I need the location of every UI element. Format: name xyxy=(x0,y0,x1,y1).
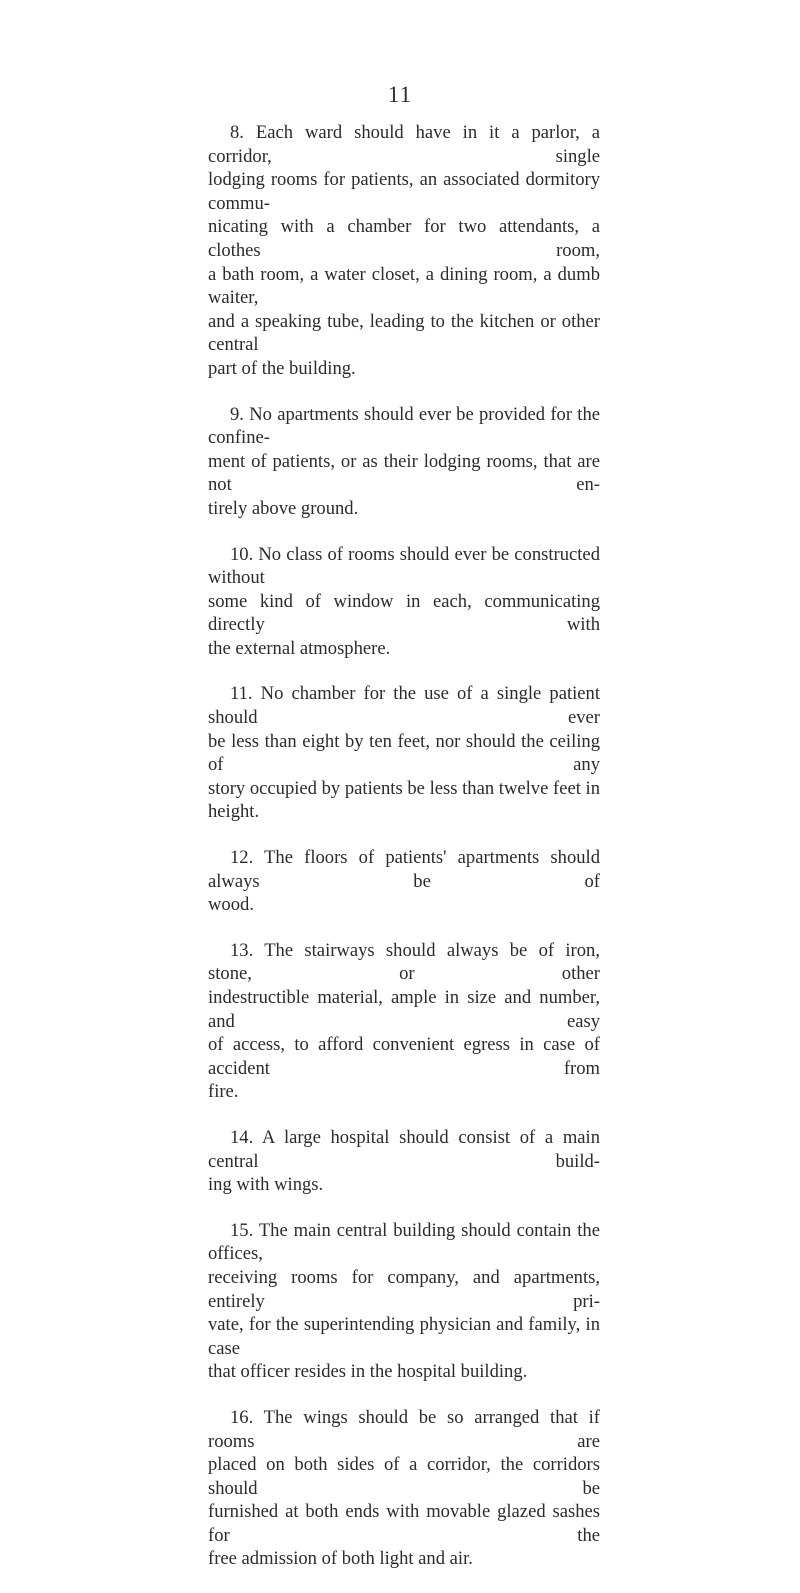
text-line: indestructible material, ample in size and number, and easy xyxy=(208,987,600,1032)
text-line: 15. The main central building should contain the offices, xyxy=(208,1219,600,1265)
text-line: tirely above ground. xyxy=(208,497,359,519)
text-line: 13. The stairways should always be of iron, stone, or other xyxy=(208,939,600,985)
text-line: 14. A large hospital should consist of a main central build- xyxy=(208,1126,600,1172)
text-line: 9. No apartments should ever be provided for the confine- xyxy=(208,403,600,449)
text-line: and a speaking tube, leading to the kitchen or other central xyxy=(208,310,600,356)
text-line: 16. The wings should be so arranged that if rooms are xyxy=(208,1406,600,1452)
text-line: the external atmosphere. xyxy=(208,637,391,659)
text-line: placed on both sides of a corridor, the corridors should be xyxy=(208,1454,600,1499)
text-line: 12. The floors of patients' apartments should always be of xyxy=(208,847,600,892)
paragraph-12 xyxy=(208,846,600,917)
text-line: a bath room, a water closet, a dining room, a dumb waiter, xyxy=(208,263,600,309)
text-line: 10. No class of rooms should ever be constructed without xyxy=(208,543,600,589)
text-line: vate, for the superintending physician and family, in case xyxy=(208,1314,600,1359)
text-line: receiving rooms for company, and apartments, entirely pri- xyxy=(208,1266,600,1312)
text-line: part of the building. xyxy=(208,357,356,379)
text-line: ment of patients, or as their lodging rooms, that are not en- xyxy=(208,450,600,496)
paragraph-13 xyxy=(208,939,600,1104)
text-line: of access, to afford convenient egress in case of accident from xyxy=(208,1034,600,1079)
text-line: some kind of window in each, communicating directly with xyxy=(208,590,600,636)
page-number: 11 xyxy=(387,82,413,107)
paragraph-8 xyxy=(208,121,600,381)
paragraph-14 xyxy=(208,1126,600,1197)
text-line: story occupied by patients be less than twelve feet in height. xyxy=(208,777,600,823)
text-line: that officer resides in the hospital building. xyxy=(208,1361,528,1383)
body-text xyxy=(208,121,600,1593)
paragraph-11 xyxy=(208,682,600,824)
text-line: nicating with a chamber for two attendants, a clothes room, xyxy=(208,216,600,261)
text-line: wood. xyxy=(208,894,254,916)
text-line: free admission of both light and air. xyxy=(208,1548,473,1570)
paragraph-10 xyxy=(208,543,600,661)
text-line: 11. No chamber for the use of a single patient should ever xyxy=(208,683,600,729)
text-line: 8. Each ward should have in it a parlor, a corridor, single xyxy=(208,122,600,167)
text-line: be less than eight by ten feet, nor should the ceiling of any xyxy=(208,730,600,776)
text-line: fire. xyxy=(208,1081,239,1103)
text-line: furnished at both ends with movable glazed sashes for the xyxy=(208,1501,600,1546)
paragraph-15 xyxy=(208,1219,600,1384)
text-line: lodging rooms for patients, an associated dormitory commu- xyxy=(208,169,600,214)
text-line: ing with wings. xyxy=(208,1174,324,1196)
paragraph-9 xyxy=(208,403,600,521)
paragraph-16 xyxy=(208,1406,600,1571)
